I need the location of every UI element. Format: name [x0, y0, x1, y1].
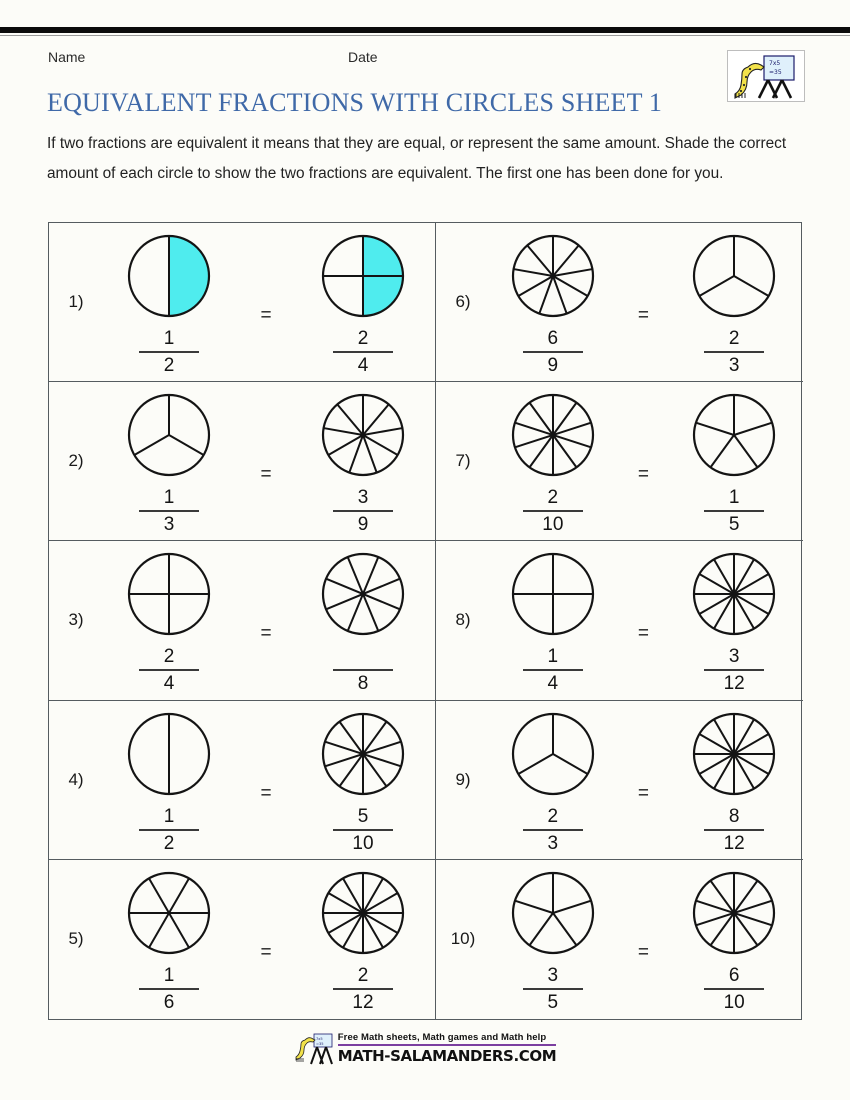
fraction-model-left [505, 706, 601, 854]
fraction-bar [523, 510, 583, 512]
fraction-bar [523, 988, 583, 990]
fraction-left [126, 806, 212, 854]
fraction-bar [333, 510, 393, 512]
problem-cell [436, 382, 803, 541]
page-title: EQUIVALENT FRACTIONS WITH CIRCLES SHEET 1 [47, 88, 663, 117]
fraction-model-right [686, 865, 782, 1013]
fraction-model-right [315, 865, 411, 1013]
fraction-circle-left[interactable] [505, 546, 601, 642]
fraction-denominator: 4 [163, 673, 175, 695]
fraction-circle-left[interactable] [505, 387, 601, 483]
fraction-bar [704, 510, 764, 512]
fraction-numerator[interactable]: 2 [357, 328, 369, 350]
instructions-text: If two fractions are equivalent it means that they are equal, or represent the same amount. Shade the correct amount of each circle to show the two fractions are equivalent. The first one has been done for you. [47, 135, 787, 182]
fraction-bar [704, 988, 764, 990]
equation-pair [490, 223, 803, 381]
equation-pair [103, 701, 435, 859]
equals-sign: = [260, 305, 272, 327]
fraction-circle-right[interactable] [315, 228, 411, 324]
fraction-bar [333, 829, 393, 831]
fraction-model-left [505, 865, 601, 1013]
fraction-circle-right[interactable] [686, 706, 782, 802]
fraction-left [510, 328, 596, 376]
fraction-bar [139, 510, 199, 512]
footer-tagline: Free Math sheets, Math games and Math help [337, 1032, 547, 1043]
fraction-denominator: 2 [163, 832, 175, 854]
fraction-circle-right[interactable] [686, 546, 782, 642]
fraction-model-right [686, 546, 782, 694]
name-date-row [48, 49, 802, 71]
equals-sign: = [637, 782, 650, 804]
equals-sign: = [260, 464, 272, 486]
fraction-numerator[interactable]: 3 [547, 965, 559, 987]
fraction-model-right [315, 706, 411, 854]
problem-number: 9) [455, 769, 471, 789]
fraction-right [691, 806, 777, 854]
fraction-denominator: 2 [163, 355, 175, 377]
equation-pair [103, 860, 435, 1019]
fraction-circle-left[interactable] [121, 228, 217, 324]
fraction-circle-left[interactable] [121, 706, 217, 802]
page-top-rule [0, 27, 850, 33]
fraction-bar [523, 829, 583, 831]
fraction-numerator[interactable]: 5 [357, 805, 369, 827]
fraction-denominator: 9 [547, 355, 559, 377]
fraction-circle-right[interactable] [315, 546, 411, 642]
fraction-left [510, 646, 596, 694]
fraction-right [320, 328, 406, 376]
equals-sign: = [260, 942, 272, 964]
problems-table [48, 222, 802, 1020]
fraction-numerator[interactable]: 8 [728, 805, 740, 827]
equation-pair [103, 223, 435, 381]
fraction-numerator[interactable]: 6 [728, 965, 740, 987]
fraction-right [691, 965, 777, 1013]
fraction-bar [523, 669, 583, 671]
problem-cell [436, 223, 803, 382]
problem-cell [49, 701, 436, 860]
fraction-numerator[interactable]: 2 [547, 805, 559, 827]
footer-salamander-logo-icon [294, 1032, 336, 1071]
equation-pair [490, 541, 803, 699]
svg-text:7x5: 7x5 [769, 60, 781, 67]
fraction-right [691, 328, 777, 376]
equals-sign: = [637, 464, 650, 486]
fraction-right [320, 965, 406, 1013]
problem-number: 6) [455, 292, 471, 312]
fraction-numerator[interactable]: 2 [547, 487, 559, 509]
problem-number: 3) [68, 610, 84, 630]
fraction-denominator: 8 [357, 673, 369, 695]
equation-pair [490, 382, 803, 540]
fraction-right [320, 487, 406, 535]
name-label: Name [48, 49, 86, 65]
fraction-numerator[interactable]: 6 [547, 328, 559, 350]
equals-sign: = [637, 623, 650, 645]
fraction-denominator: 12 [352, 992, 374, 1014]
fraction-model-left [121, 706, 217, 854]
fraction-circle-right[interactable] [315, 865, 411, 961]
problem-cell [49, 860, 436, 1019]
equation-pair [103, 382, 435, 540]
footer-divider [338, 1044, 557, 1046]
fraction-denominator: 12 [723, 673, 745, 695]
problem-cell [49, 223, 436, 382]
equation-pair [490, 860, 803, 1019]
fraction-bar [704, 669, 764, 671]
fraction-circle-left[interactable] [505, 865, 601, 961]
fraction-left [510, 965, 596, 1013]
equals-sign: = [637, 305, 650, 327]
fraction-circle-right[interactable] [315, 387, 411, 483]
problem-number: 8) [455, 610, 471, 630]
fraction-model-right [686, 706, 782, 854]
problem-cell [436, 701, 803, 860]
fraction-circle-right[interactable] [686, 387, 782, 483]
fraction-model-left [505, 546, 601, 694]
fraction-denominator: 4 [547, 673, 559, 695]
fraction-model-left [505, 387, 601, 535]
svg-text:7x5: 7x5 [315, 1037, 323, 1041]
problem-number: 10) [450, 929, 476, 949]
fraction-denominator: 3 [547, 832, 559, 854]
fraction-right [691, 646, 777, 694]
fraction-denominator: 9 [357, 514, 369, 536]
fraction-numerator[interactable]: 3 [728, 646, 740, 668]
svg-text:=35: =35 [315, 1042, 324, 1046]
fraction-bar [704, 829, 764, 831]
fraction-bar [523, 351, 583, 353]
fraction-bar [333, 988, 393, 990]
fraction-denominator: 6 [163, 992, 175, 1014]
fraction-model-right [686, 387, 782, 535]
problem-cell [49, 541, 436, 700]
fraction-model-left [121, 228, 217, 376]
equation-pair [103, 541, 435, 699]
fraction-left [510, 806, 596, 854]
fraction-right [691, 487, 777, 535]
fraction-circle-left[interactable] [121, 546, 217, 642]
fraction-denominator: 5 [547, 992, 559, 1014]
fraction-bar [704, 351, 764, 353]
fraction-bar [139, 669, 199, 671]
date-label: Date [348, 49, 378, 65]
fraction-denominator: 5 [728, 514, 740, 536]
problem-number: 2) [68, 451, 84, 471]
page-top-rule-thin [0, 35, 850, 36]
fraction-denominator: 3 [728, 355, 740, 377]
fraction-circle-left[interactable] [505, 706, 601, 802]
fraction-left [126, 328, 212, 376]
problem-number: 5) [68, 929, 84, 949]
fraction-denominator: 10 [723, 992, 745, 1014]
equals-sign: = [260, 782, 272, 804]
fraction-model-left [121, 546, 217, 694]
svg-text:=35: =35 [769, 69, 782, 76]
fraction-denominator: 12 [723, 832, 745, 854]
fraction-numerator[interactable]: 1 [547, 646, 559, 668]
fraction-bar [333, 669, 393, 671]
fraction-numerator[interactable]: 1 [163, 487, 175, 509]
fraction-numerator[interactable]: 1 [728, 487, 740, 509]
fraction-bar [139, 988, 199, 990]
fraction-numerator[interactable]: 2 [357, 965, 369, 987]
fraction-denominator: 4 [357, 355, 369, 377]
fraction-right [320, 646, 406, 694]
problem-number: 7) [455, 451, 471, 471]
fraction-numerator[interactable]: 3 [357, 487, 369, 509]
fraction-circle-left[interactable] [505, 228, 601, 324]
fraction-numerator[interactable]: 1 [163, 965, 175, 987]
fraction-circle-right[interactable] [315, 706, 411, 802]
fraction-denominator: 3 [163, 514, 175, 536]
fraction-model-left [121, 387, 217, 535]
fraction-bar [139, 351, 199, 353]
fraction-denominator: 10 [542, 514, 564, 536]
fraction-numerator[interactable]: 1 [163, 328, 175, 350]
fraction-model-right [315, 228, 411, 376]
equals-sign: = [260, 623, 272, 645]
fraction-numerator[interactable]: 2 [728, 328, 740, 350]
fraction-left [126, 487, 212, 535]
fraction-numerator[interactable]: 1 [163, 805, 175, 827]
problem-number: 4) [68, 769, 84, 789]
fraction-right [320, 806, 406, 854]
fraction-model-left [121, 865, 217, 1013]
equation-pair [490, 701, 803, 859]
fraction-denominator: 10 [352, 832, 374, 854]
footer [0, 1032, 850, 1071]
fraction-model-right [315, 387, 411, 535]
fraction-circle-right[interactable] [686, 865, 782, 961]
problem-cell [436, 541, 803, 700]
footer-site-url: MATH-SALAMANDERS.COM [337, 1047, 557, 1065]
fraction-model-right [315, 546, 411, 694]
fraction-circle-right[interactable] [686, 228, 782, 324]
fraction-circle-left[interactable] [121, 387, 217, 483]
fraction-bar [139, 829, 199, 831]
fraction-bar [333, 351, 393, 353]
fraction-model-left [505, 228, 601, 376]
fraction-left [510, 487, 596, 535]
equals-sign: = [637, 942, 650, 964]
problem-cell [49, 382, 436, 541]
fraction-circle-left[interactable] [121, 865, 217, 961]
fraction-numerator[interactable]: 2 [163, 646, 175, 668]
fraction-left [126, 646, 212, 694]
salamander-whiteboard-logo-icon [727, 50, 805, 102]
problem-cell [436, 860, 803, 1019]
problem-number: 1) [68, 292, 84, 312]
fraction-model-right [686, 228, 782, 376]
fraction-left [126, 965, 212, 1013]
